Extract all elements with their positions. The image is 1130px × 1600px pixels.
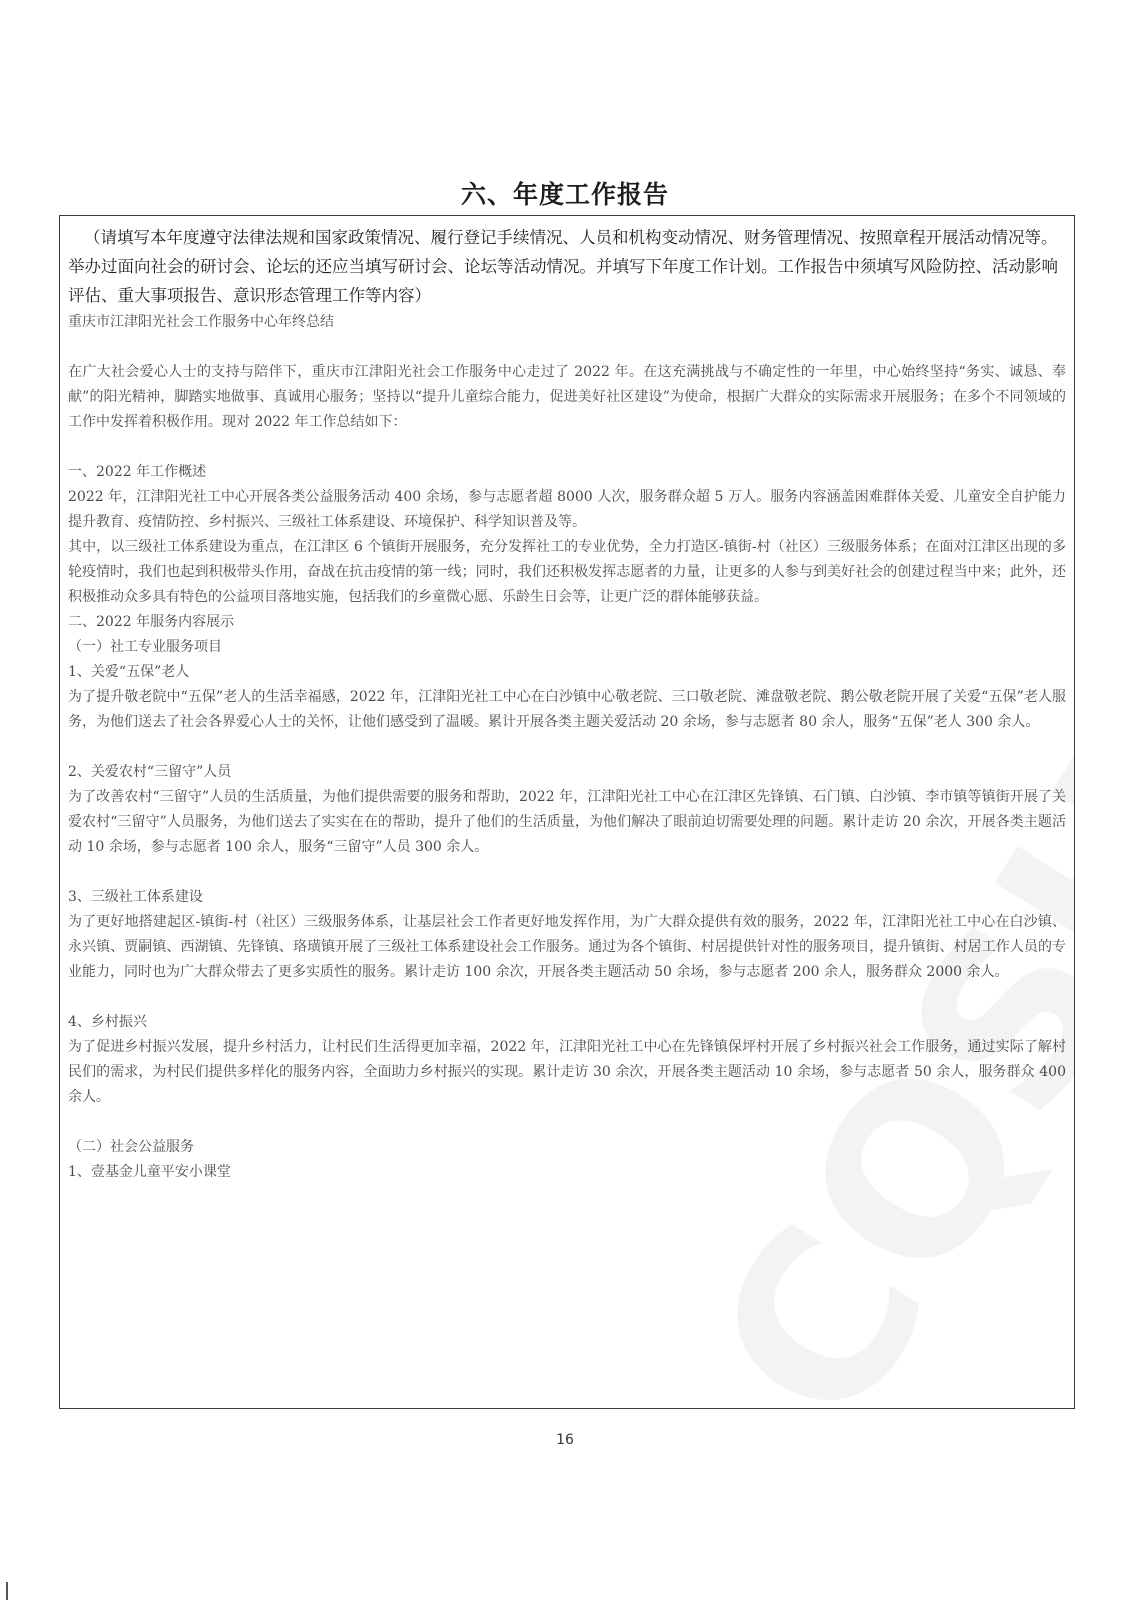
overview-paragraph-2: 其中，以三级社工体系建设为重点，在江津区 6 个镇街开展服务，充分发挥社工的专业优势，全力打造区-镇街-村（社区）三级服务体系；在面对江津区出现的多轮疫情时，我们也起到积极带头作用，奋战在抗击疫情的第一线；同时，我们还积极发挥志愿者的力量，让更多的人参与到美好社会的创建过程当中来；此外，还积极推动众多具有特色的公益项目落地实施，包括我们的乡童微心愿、乐龄生日会等，让更广泛的群体能够获益。 [68,539,1066,605]
overview-paragraph-1: 2022 年，江津阳光社工中心开展各类公益服务活动 400 余场，参与志愿者超 8000 人次，服务群众超 5 万人。服务内容涵盖困难群体关爱、儿童安全自护能力提升教育、疫情防控、乡村振兴、三级社工体系建设、环境保护、科学知识普及等。 [68,489,1066,530]
item-heading-rural: 4、乡村振兴 [68,1014,147,1030]
item-text-three-level: 为了更好地搭建起区-镇街-村（社区）三级服务体系，让基层社会工作者更好地发挥作用，为广大群众提供有效的服务，2022 年，江津阳光社工中心在白沙镇、永兴镇、贾嗣镇、西湖镇、先锋镇、珞璜镇开展了三级社工体系建设社会工作服务。通过为各个镇街、村居提供针对性的服务项目，提升镇街、村居工作人员的专业能力，同时也为广大群众带去了更多实质性的服务。累计走访 100 余次，开展各类主题活动 50 余场，参与志愿者 200 余人，服务群众 2000 余人。 [68,914,1066,980]
section-heading-overview: 一、2022 年工作概述 [68,464,207,480]
scan-edge-mark [6,1582,8,1600]
intro-paragraph: 在广大社会爱心人士的支持与陪伴下，重庆市江津阳光社会工作服务中心走过了 2022 年。在这充满挑战与不确定性的一年里，中心始终坚持“务实、诚恳、奉献”的阳光精神，脚踏实地做事、真诚用心服务；坚持以“提升儿童综合能力，促进美好社区建设”为使命，根据广大群众的实际需求开展服务；在多个不同领域的工作中发挥着积极作用。现对 2022 年工作总结如下： [68,364,1066,430]
section-heading-services: 二、2022 年服务内容展示 [68,614,235,630]
item-text-wubao: 为了提升敬老院中“五保”老人的生活幸福感，2022 年，江津阳光社工中心在白沙镇中心敬老院、三口敬老院、滩盘敬老院、鹅公敬老院开展了关爱“五保”老人服务，为他们送去了社会各界爱心人士的关怀，让他们感受到了温暖。累计开展各类主题关爱活动 20 余场，参与志愿者 80 余人，服务“五保”老人 300 余人。 [68,689,1066,730]
annual-report-box [59,215,1075,1409]
item-text-rural: 为了促进乡村振兴发展，提升乡村活力，让村民们生活得更加幸福，2022 年，江津阳光社工中心在先锋镇保坪村开展了乡村振兴社会工作服务，通过实际了解村民们的需求，为村民们提供多样化的服务内容，全面助力乡村振兴的实现。累计走访 30 余次，开展各类主题活动 10 余场，参与志愿者 50 余人，服务群众 400 余人。 [68,1039,1066,1105]
form-instruction: （请填写本年度遵守法律法规和国家政策情况、履行登记手续情况、人员和机构变动情况、财务管理情况、按照章程开展活动情况等。举办过面向社会的研讨会、论坛的还应当填写研讨会、论坛等活动情况。并填写下年度工作计划。工作报告中须填写风险防控、活动影响评估、重大事项报告、意识形态管理工作等内容） [68,228,1058,305]
item-heading-three-level: 3、三级社工体系建设 [68,889,203,905]
doc-title: 重庆市江津阳光社会工作服务中心年终总结 [68,314,334,330]
item-text-sanliushou: 为了改善农村“三留守”人员的生活质量，为他们提供需要的服务和帮助，2022 年，江津阳光社工中心在江津区先锋镇、石门镇、白沙镇、李市镇等镇街开展了关爱农村“三留守”人员服务，为他们送去了实实在在的帮助，提升了他们的生活质量，为他们解决了眼前迫切需要处理的问题。累计走访 20 余次，开展各类主题活动 10 余场，参与志愿者 100 余人，服务“三留守”人员 300 余人。 [68,789,1066,855]
item-heading-classroom: 1、壹基金儿童平安小课堂 [68,1164,231,1180]
subsection-heading-professional: （一）社工专业服务项目 [68,639,222,655]
subsection-heading-public-welfare: （二）社会公益服务 [68,1139,194,1155]
page-number: 16 [556,1432,574,1448]
item-heading-sanliushou: 2、关爱农村“三留守”人员 [68,764,232,780]
item-heading-wubao: 1、关爱“五保”老人 [68,664,190,680]
page-title: 六、年度工作报告 [460,180,669,209]
